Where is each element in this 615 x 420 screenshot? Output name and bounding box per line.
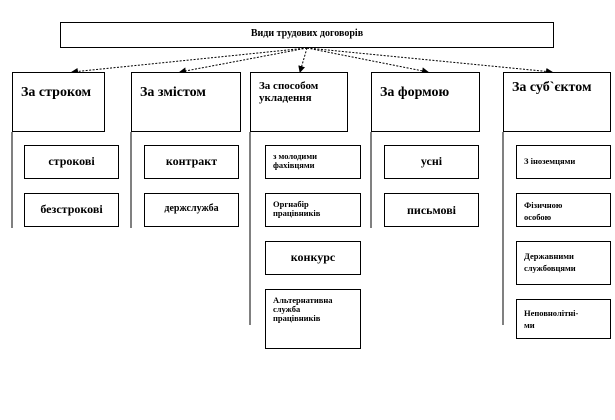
item-box xyxy=(265,289,361,349)
item-box xyxy=(265,193,361,227)
arrow-to-cat-4 xyxy=(307,48,552,72)
item-label: строкові xyxy=(48,154,95,168)
item-label: безстрокові xyxy=(40,202,103,216)
category-box-subject xyxy=(503,72,611,132)
item-label: Неповнолітні-ми xyxy=(524,308,579,331)
item-label: конкурс xyxy=(290,250,336,264)
category-label: За змістом xyxy=(140,85,206,100)
item-box xyxy=(516,241,611,285)
item-box xyxy=(144,145,239,179)
diagram-title-box xyxy=(60,22,554,48)
arrow-to-cat-0 xyxy=(72,48,307,72)
item-label: З іноземцями xyxy=(524,156,576,166)
item-label: усні xyxy=(420,154,443,168)
item-label: держслужба xyxy=(164,203,219,214)
category-box-content xyxy=(131,72,241,132)
item-box xyxy=(384,193,479,227)
category-label: За суб`єктом xyxy=(512,80,592,95)
item-label: Фізичною особою xyxy=(524,200,563,223)
item-box xyxy=(516,299,611,339)
category-label: За способом укладення xyxy=(259,80,319,104)
category-box-term xyxy=(12,72,105,132)
item-box xyxy=(144,193,239,227)
arrow-to-cat-2 xyxy=(300,48,307,72)
item-box xyxy=(265,241,361,275)
diagram-title: Види трудових договорів xyxy=(250,28,364,39)
category-box-form xyxy=(371,72,480,132)
arrow-to-cat-3 xyxy=(307,48,428,72)
item-box xyxy=(516,193,611,227)
category-box-method xyxy=(250,72,348,132)
arrow-to-cat-1 xyxy=(180,48,307,72)
item-label: письмові xyxy=(406,203,457,217)
category-label: За формою xyxy=(380,85,450,100)
item-box xyxy=(516,145,611,179)
item-box xyxy=(265,145,361,179)
item-label: з молодими фахівцями xyxy=(273,151,318,170)
category-label: За строком xyxy=(21,85,92,100)
item-label: Альтернативна служба працівників xyxy=(273,295,333,323)
item-label: Оргнабір працівників xyxy=(273,199,321,218)
item-box xyxy=(24,145,119,179)
item-label: Державними службовцями xyxy=(524,251,576,274)
item-label: контракт xyxy=(165,154,218,168)
item-box xyxy=(24,193,119,227)
item-box xyxy=(384,145,479,179)
